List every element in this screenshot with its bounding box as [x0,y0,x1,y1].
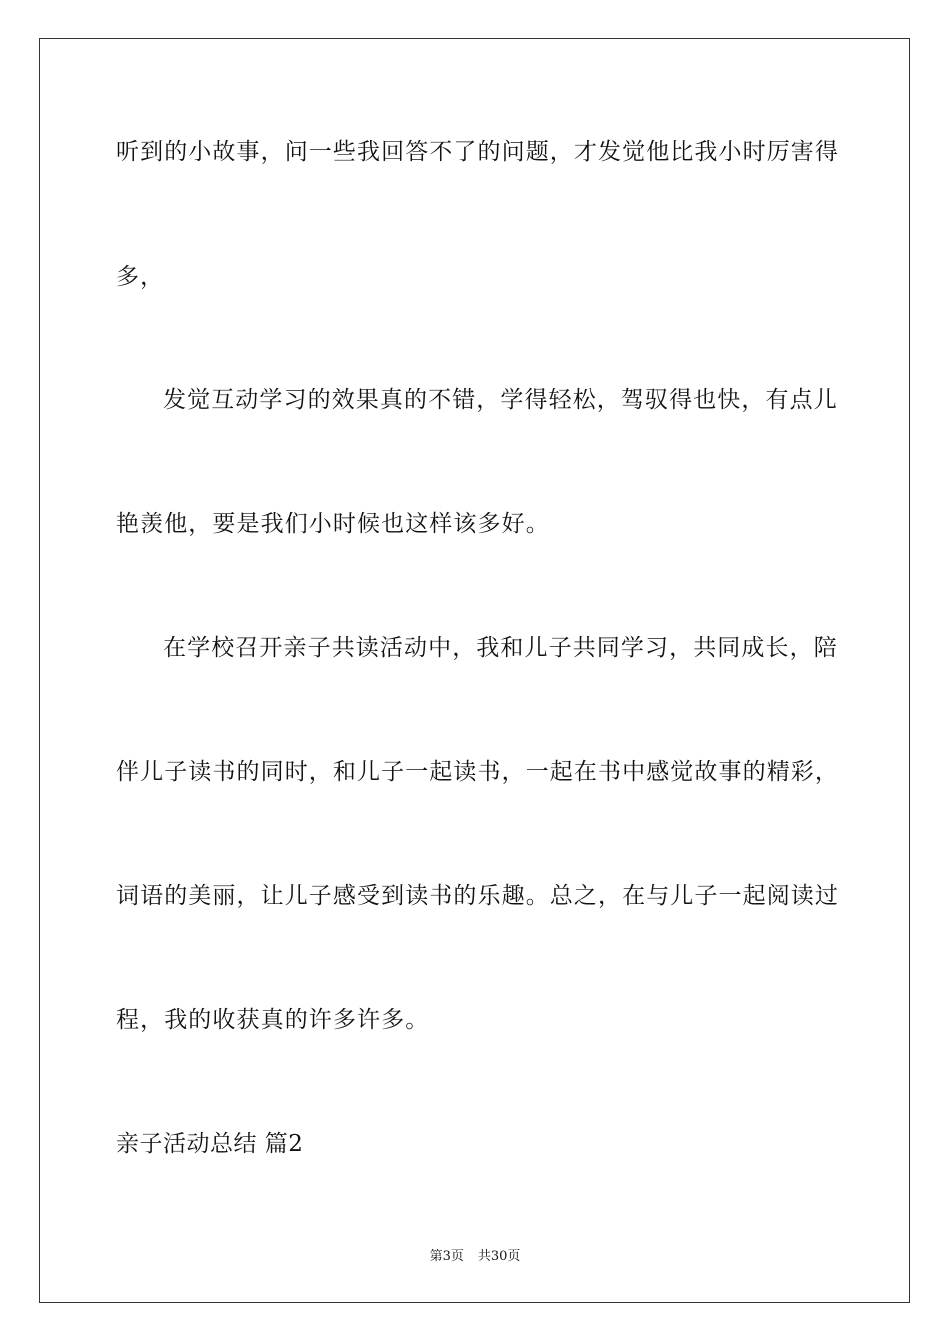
paragraph-line: 伴儿子读书的同时，和儿子一起读书，一起在书中感觉故事的精彩， [116,759,839,785]
paragraph-line: 词语的美丽，让儿子感受到读书的乐趣。总之，在与儿子一起阅读过 [116,883,839,909]
paragraph-line: 程，我的收获真的许多许多。 [116,1007,430,1033]
paragraph-line: 听到的小故事，问一些我回答不了的问题，才发觉他比我小时厉害得 [116,139,839,165]
page-number: 第3页 [429,1249,464,1264]
page-frame [39,38,910,1303]
page-total: 共30页 [477,1249,521,1264]
paragraph-line: 多， [116,264,165,290]
paragraph-line: 在学校召开亲子共读活动中，我和儿子共同学习，共同成长，陪 [163,635,838,661]
page-footer [0,1248,950,1266]
section-heading: 亲子活动总结 篇2 [116,1131,304,1157]
paragraph-line: 艳羡他，要是我们小时候也这样该多好。 [116,511,550,537]
paragraph-line: 发觉互动学习的效果真的不错，学得轻松，驾驭得也快，有点儿 [163,387,838,413]
